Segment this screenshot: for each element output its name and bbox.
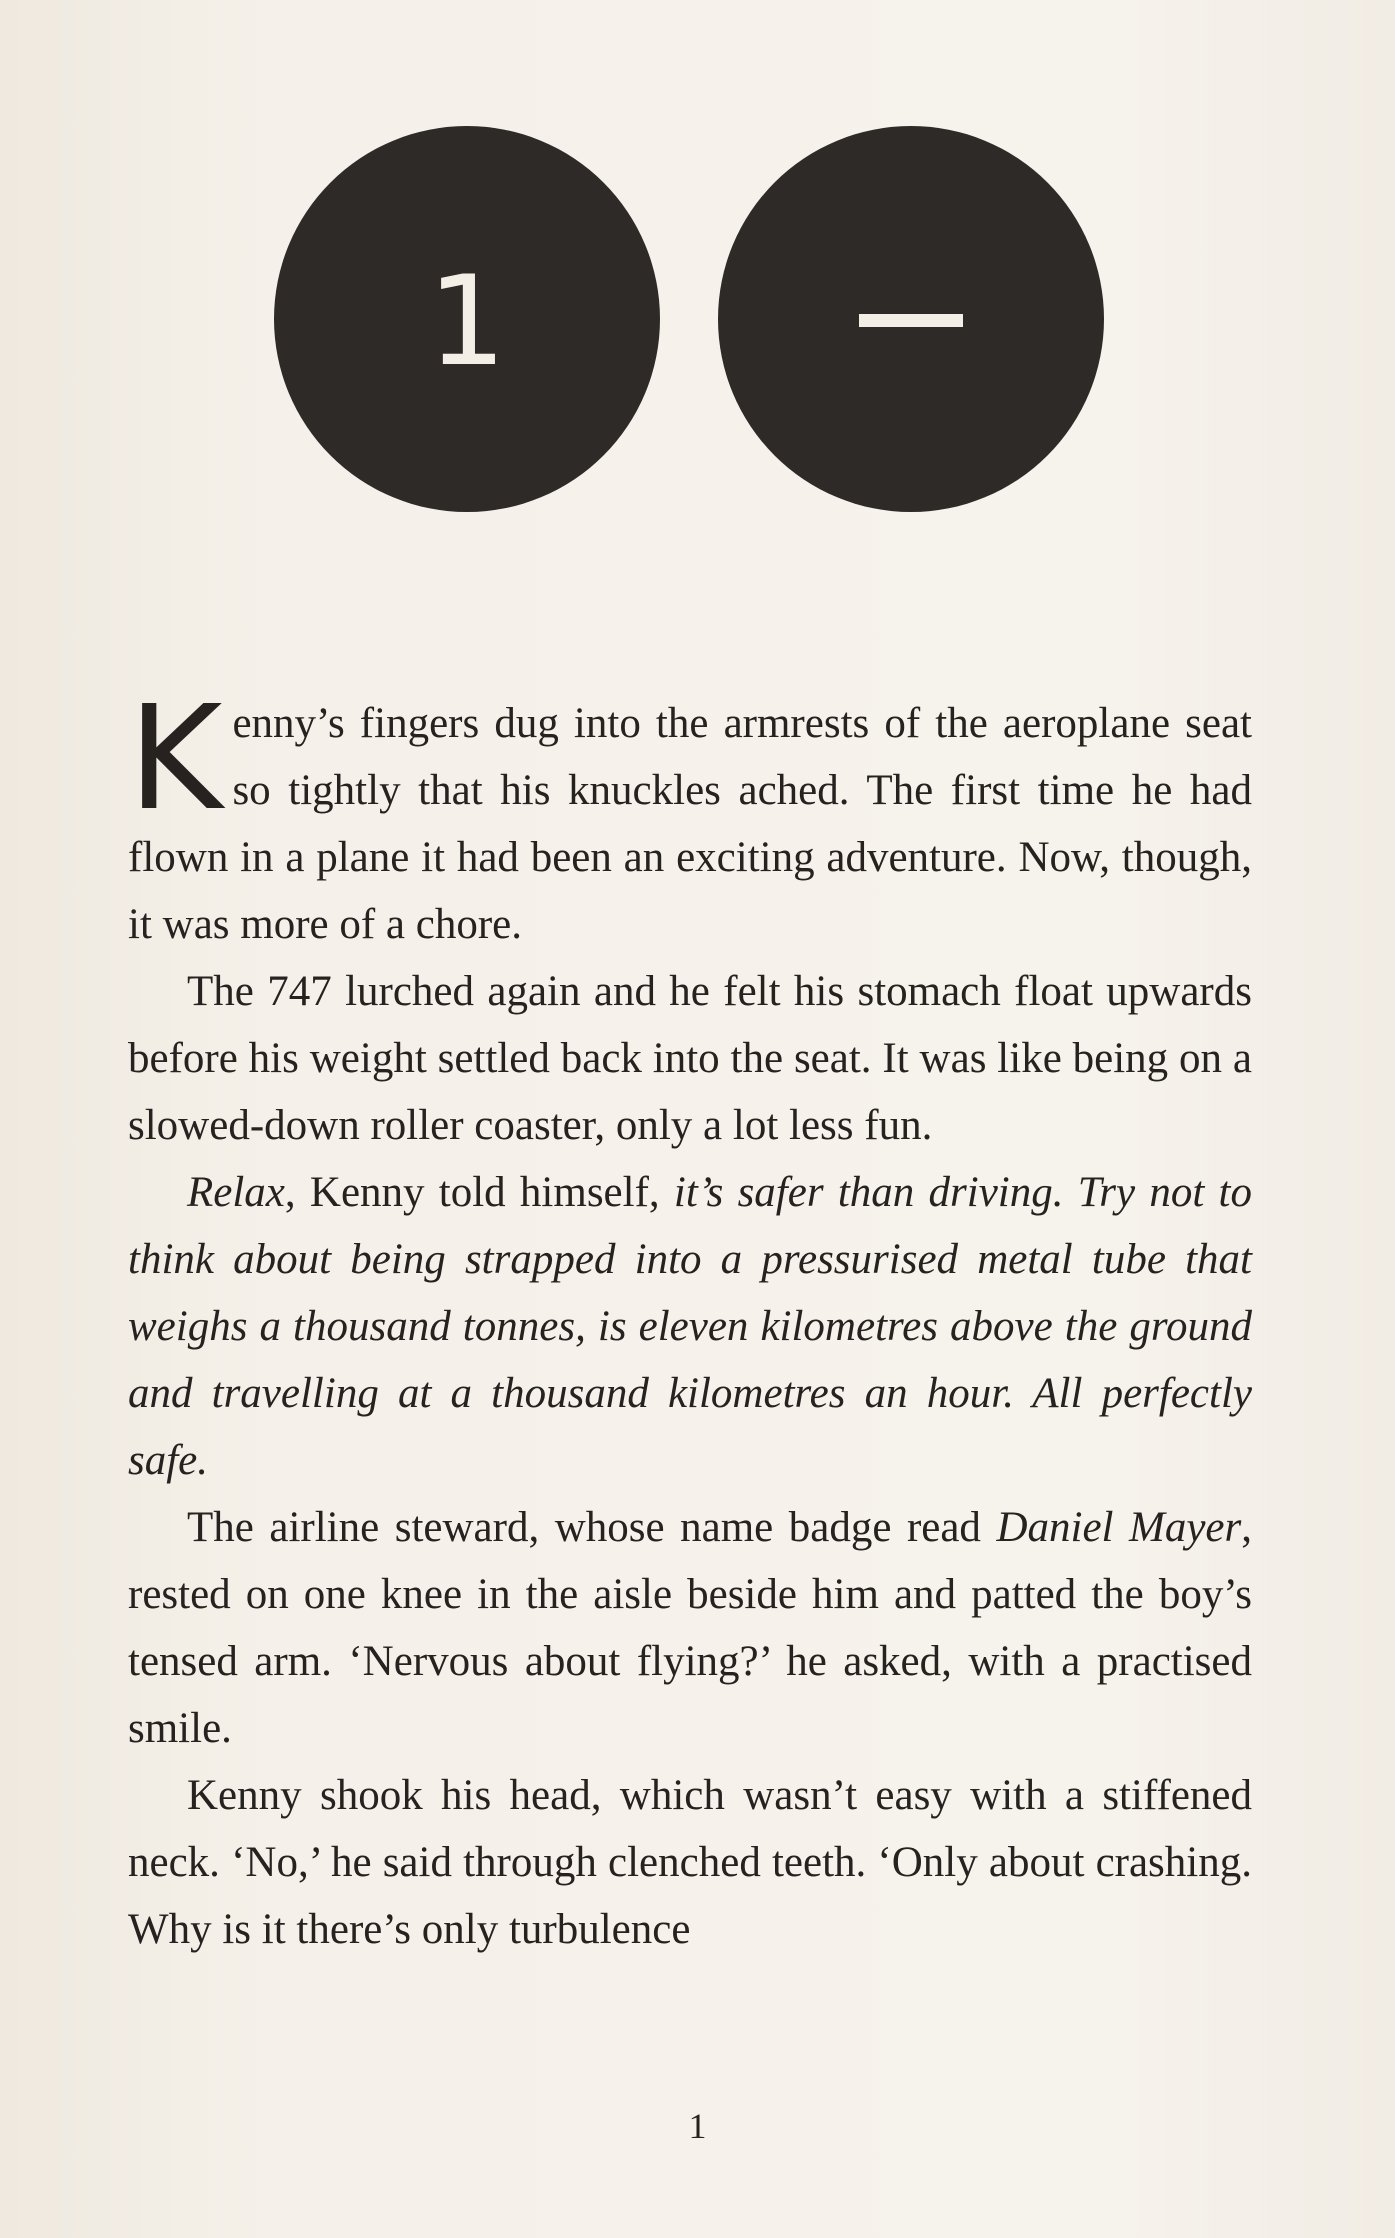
page-number: 1 <box>688 2106 707 2146</box>
text-run: , rested on one knee in the aisle beside him and patted the boy’s tensed arm. ‘Nervous about flying?’ he asked, with a practised smile. <box>128 1504 1252 1752</box>
text-run: Kenny shook his head, which wasn’t easy with a stiffened neck. ‘No,’ he said through clenched teeth. ‘Only about crashing. Why is it there’s only turbulence <box>128 1772 1252 1953</box>
paragraph <box>128 1762 1252 1963</box>
text-run: , Kenny told himself, <box>284 1169 674 1216</box>
chapter-number-circle <box>274 126 660 512</box>
chapter-dash-circle <box>718 126 1104 512</box>
body-text <box>128 674 1252 1963</box>
paragraph <box>128 1159 1252 1494</box>
italic-text: Daniel Mayer <box>996 1504 1242 1551</box>
italic-text: it’s safer than driving. Try not to think about being strapped into a pressurised metal tube that weighs a thousand tonnes, is eleven kilometres above the ground and travelling at a thousand kilometres an hour. All perfectly safe. <box>128 1169 1252 1484</box>
chapter-number: 1 <box>427 250 507 394</box>
dash-icon <box>859 314 963 327</box>
text-run: enny’s fingers dug into the armrests of the aeroplane seat so tightly that his knuckles ached. The first time he had flown in a plane it had been an exciting adventure. Now, though, it was more of a chore. <box>128 700 1252 948</box>
drop-cap: K <box>128 674 223 842</box>
text-run: The 747 lurched again and he felt his stomach float upwards before his weight settled back into the seat. It was like being on a slowed-down roller coaster, only a lot less fun. <box>128 968 1252 1149</box>
paragraph <box>128 958 1252 1159</box>
paragraph <box>128 674 1252 958</box>
paragraph <box>128 1494 1252 1762</box>
chapter-heading <box>0 126 1395 516</box>
text-run: The airline steward, whose name badge read <box>187 1504 997 1551</box>
italic-text: Relax <box>187 1169 285 1216</box>
